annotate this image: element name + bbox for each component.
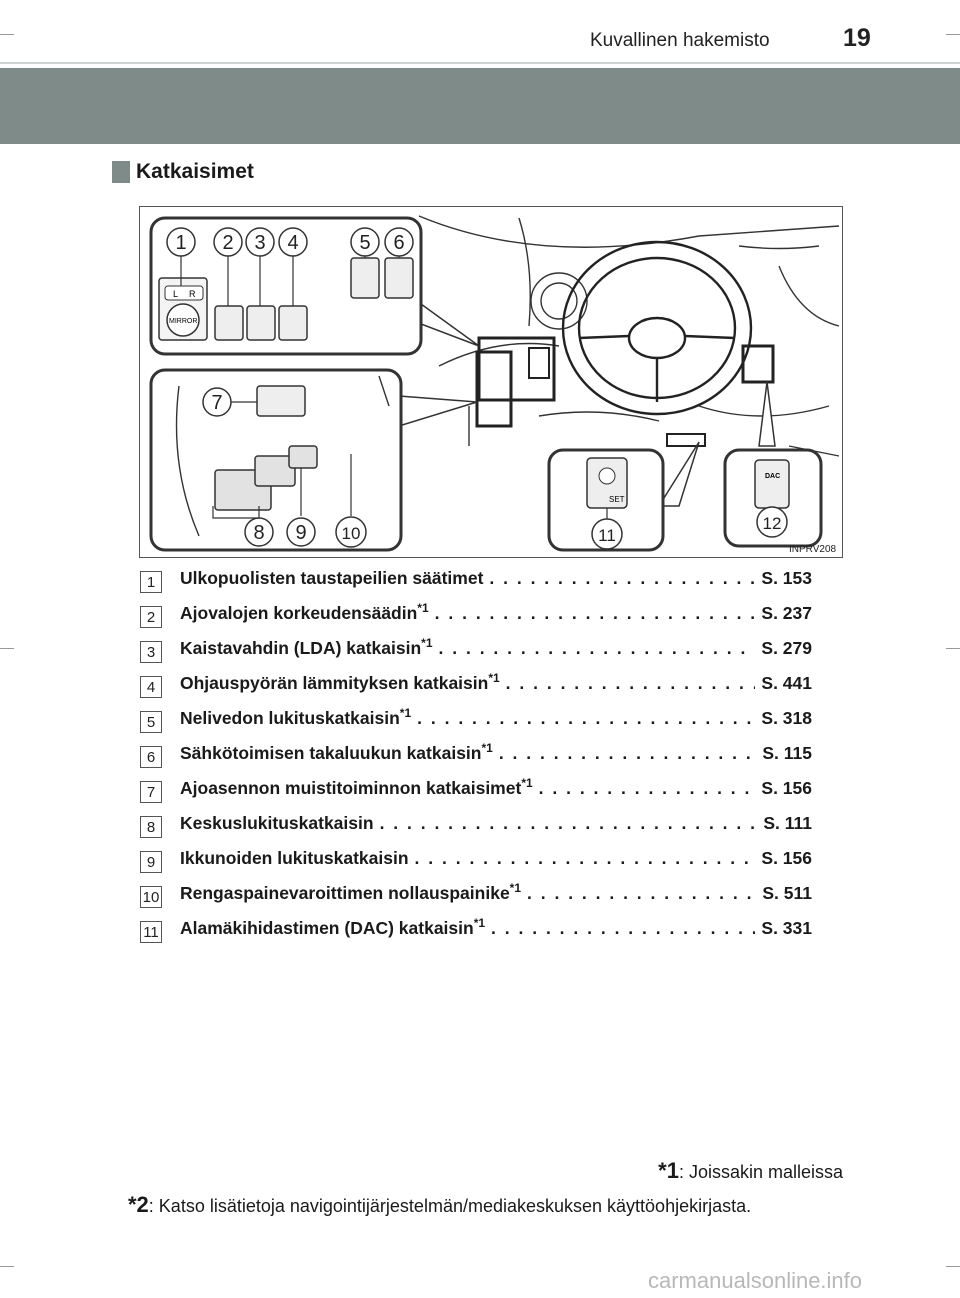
list-item [140, 601, 812, 636]
item-number: 6 [140, 746, 162, 768]
list-item [140, 741, 812, 776]
leader-dots [500, 673, 756, 694]
callout-2 [214, 228, 242, 256]
list-item [140, 811, 812, 846]
page-ref[interactable]: S. 237 [761, 602, 812, 623]
leader-dots [433, 638, 756, 659]
svg-text:12: 12 [762, 514, 782, 533]
item-label[interactable]: Alamäkihidastimen (DAC) katkaisin$^{*1}$ [180, 916, 486, 938]
item-number: 9 [140, 851, 162, 873]
callout-12 [757, 507, 787, 537]
item-label[interactable]: Keskuslukituskatkaisin [180, 812, 374, 833]
figure-label-dac: DAC [765, 473, 781, 480]
item-label[interactable]: Sähkötoimisen takaluukun katkaisin$^{*1}$ [180, 741, 493, 763]
svg-text:9: 9 [295, 522, 307, 544]
leader-dots [521, 883, 756, 904]
callout-3 [246, 228, 274, 256]
leader-dots [409, 848, 756, 869]
list-item [140, 566, 812, 601]
section-title: Katkaisimet [136, 160, 254, 183]
item-label[interactable]: Ikkunoiden lukituskatkaisin [180, 847, 409, 868]
item-label[interactable]: Ajovalojen korkeudensäädin$^{*1}$ [180, 601, 429, 623]
leader-dots [429, 603, 756, 624]
item-label[interactable]: Rengaspainevaroittimen nollauspainike$^{*1}$ [180, 881, 522, 903]
svg-text:7: 7 [211, 392, 223, 414]
page-ref[interactable]: S. 153 [761, 567, 812, 588]
svg-text:1: 1 [175, 232, 187, 254]
leader-dots [483, 568, 755, 589]
crop-mark [0, 1266, 14, 1267]
item-label[interactable]: Ajoasennon muistitoiminnon katkaisimet$^{*1}$ [180, 776, 533, 798]
callout-7 [203, 388, 231, 416]
item-number: 2 [140, 606, 162, 628]
item-label[interactable]: Nelivedon lukituskatkaisin$^{*1}$ [180, 706, 412, 728]
switches-illustration [139, 206, 843, 558]
item-number: 5 [140, 711, 162, 733]
item-label[interactable]: Kaistavahdin (LDA) katkaisin$^{*1}$ [180, 636, 433, 658]
callout-9 [287, 518, 315, 546]
list-item [140, 671, 812, 706]
crop-mark [0, 648, 14, 649]
item-number: 4 [140, 676, 162, 698]
svg-text:5: 5 [359, 232, 371, 254]
section-heading [112, 160, 254, 184]
svg-text:6: 6 [393, 232, 405, 254]
figure-code: INPRV208 [789, 544, 837, 555]
list-item [140, 776, 812, 811]
item-number: 8 [140, 816, 162, 838]
callout-11 [592, 519, 622, 549]
crop-mark [946, 1266, 960, 1267]
figure-label-mirror: MIRROR [169, 318, 198, 325]
svg-text:3: 3 [254, 232, 266, 254]
section-square-icon [112, 161, 130, 183]
callout-6 [385, 228, 413, 256]
figure-label-l: L [173, 289, 179, 299]
page-ref[interactable]: S. 279 [761, 637, 812, 658]
figure-label-r: R [189, 289, 196, 299]
list-item [140, 846, 812, 881]
item-number: 7 [140, 781, 162, 803]
item-label[interactable]: Ulkopuolisten taustapeilien säätimet [180, 567, 484, 588]
page-number: 19 [843, 24, 871, 52]
svg-text:4: 4 [287, 232, 299, 254]
svg-text:11: 11 [598, 526, 616, 545]
page-ref[interactable]: S. 156 [761, 777, 812, 798]
page-ref[interactable]: S. 511 [762, 882, 812, 903]
list-item [140, 881, 812, 916]
leader-dots [493, 743, 757, 764]
svg-text:2: 2 [222, 232, 234, 254]
crop-mark [946, 34, 960, 35]
leader-dots [485, 918, 755, 939]
footnote-1: *1: Joissakin malleissa [658, 1158, 843, 1183]
svg-text:8: 8 [253, 522, 265, 544]
crop-mark [946, 648, 960, 649]
figure-label-set: SET [609, 495, 625, 504]
item-number: 11 [140, 921, 162, 943]
callout-5 [351, 228, 379, 256]
watermark: carmanualsonline.info [648, 1268, 863, 1293]
callout-8 [245, 518, 273, 546]
switch-list [140, 566, 812, 951]
item-number: 3 [140, 641, 162, 663]
page-ref[interactable]: S. 111 [763, 812, 812, 833]
leader-dots [374, 813, 758, 834]
page-ref[interactable]: S. 441 [761, 672, 812, 693]
svg-text:10: 10 [341, 524, 361, 543]
leader-dots [411, 708, 755, 729]
leader-dots [533, 778, 756, 799]
list-item [140, 916, 812, 951]
item-number: 10 [140, 886, 162, 908]
header-section-title: Kuvallinen hakemisto [590, 30, 770, 51]
crop-mark [0, 34, 14, 35]
page-ref[interactable]: S. 115 [762, 742, 812, 763]
page-ref[interactable]: S. 156 [761, 847, 812, 868]
page-ref[interactable]: S. 331 [761, 917, 812, 938]
page-ref[interactable]: S. 318 [761, 707, 812, 728]
item-number: 1 [140, 571, 162, 593]
list-item [140, 706, 812, 741]
header-band [0, 68, 960, 144]
footnote-2: *2: Katso lisätietoja navigointijärjestelmän/mediakeskuksen käyttöohjekirjasta. [128, 1192, 752, 1217]
callout-4 [279, 228, 307, 256]
header-rule [0, 62, 960, 64]
callout-10 [336, 517, 366, 547]
callout-1 [167, 228, 195, 256]
list-item [140, 636, 812, 671]
item-label[interactable]: Ohjauspyörän lämmityksen katkaisin$^{*1}$ [180, 671, 500, 693]
